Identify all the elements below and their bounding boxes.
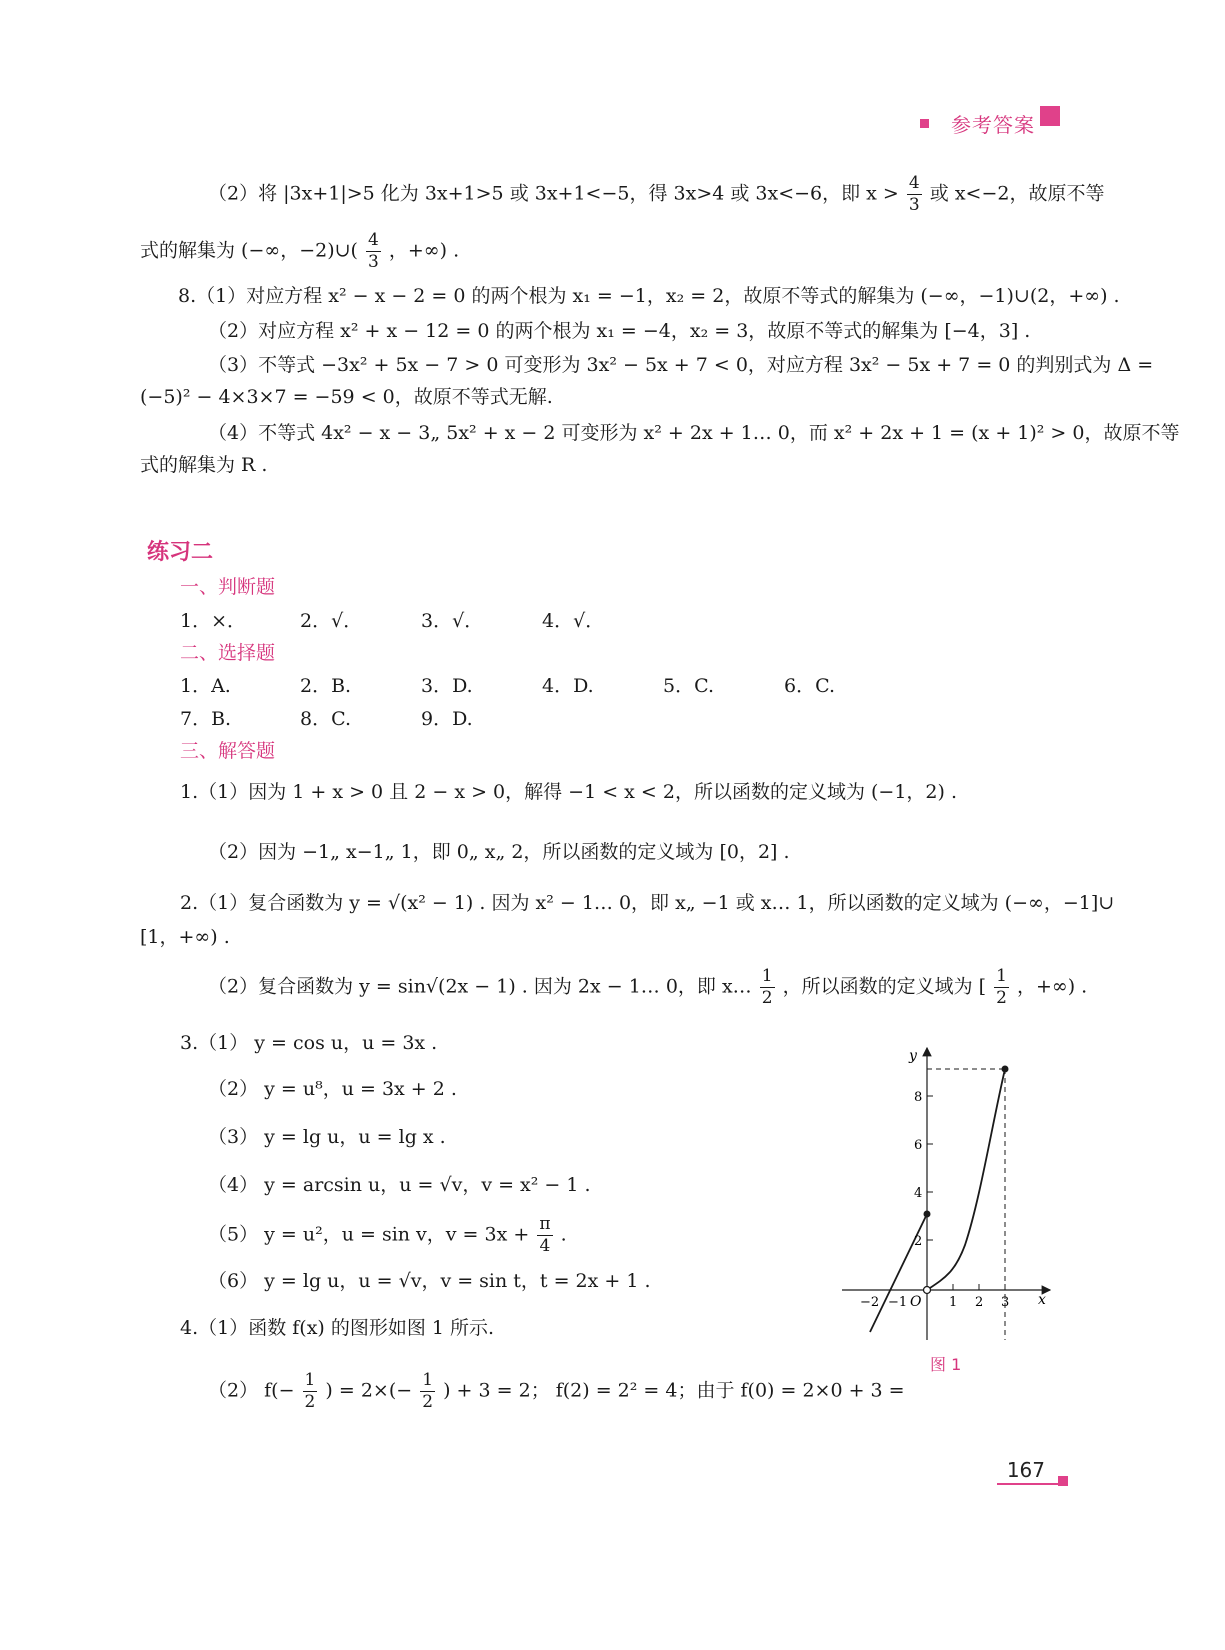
choice-answer: 9．D. — [421, 708, 473, 730]
page-number: 167 — [1006, 1458, 1045, 1482]
choice-answer: 1．A. — [180, 675, 231, 697]
part2-title: 二、选择题 — [180, 642, 276, 664]
tf-answer: 3．√． — [421, 610, 484, 632]
part3-title: 三、解答题 — [180, 740, 276, 762]
page-corner-square — [1058, 1476, 1068, 1486]
figure-caption: 图 1 — [930, 1355, 962, 1374]
fraction: $\frac{1}{2}$ — [304, 1370, 316, 1412]
fraction: $\frac{4}{3}$ — [368, 230, 379, 272]
x-axis-label: x — [1038, 1292, 1046, 1308]
fraction: $\frac{\pi}{4}$ — [539, 1214, 551, 1256]
line-3-2-1b: [1，+∞) . — [140, 926, 230, 948]
y-tick-label: 6 — [914, 1138, 923, 1153]
header-bullet-icon — [920, 119, 929, 128]
y-tick-label: 2 — [914, 1234, 923, 1249]
line-8-3a: （3）不等式 −3x² + 5x − 7 > 0 可变形为 3x² − 5x + 7 < 0，对应方程 3x² − 5x + 7 = 0 的判别式为 Δ = — [208, 354, 1154, 376]
y-axis-label: y — [909, 1048, 917, 1064]
open-point — [924, 1287, 931, 1294]
line-8-2: （2）对应方程 x² + x − 12 = 0 的两个根为 x₁ = −4，x₂ = 3，故原不等式的解集为 [−4，3] . — [208, 320, 1031, 342]
origin-label: O — [910, 1294, 922, 1310]
section-title: 练习二 — [147, 540, 214, 565]
line-3-2-2: （2）复合函数为 y = sin√(2x − 1) . 因为 2x − 1… 0，即 x… $\frac{1}{2}$ ，所以函数的定义域为 [ $\frac{1}{2}$ ，+∞) . — [208, 966, 1088, 1008]
line-8-4a: （4）不等式 4x² − x − 3„ 5x² + x − 2 可变形为 x² + 2x + 1… 0，而 x² + 2x + 1 = (x + 1)² > 0，故原不等 — [208, 422, 1180, 444]
line-3-3-6: （6） y = lg u，u = √v，v = sin t，t = 2x + 1 . — [208, 1270, 651, 1292]
closed-point — [924, 1211, 931, 1218]
page-underline — [997, 1483, 1059, 1485]
x-tick-label: 1 — [949, 1295, 958, 1310]
line-3-3-3: （3） y = lg u，u = lg x . — [208, 1126, 446, 1148]
header-corner-square — [1040, 106, 1060, 126]
line-3-3-5: （5） y = u²，u = sin v，v = 3x + $\frac{\pi}{4}$ . — [208, 1214, 567, 1256]
function-graph — [840, 1040, 1080, 1370]
choice-answer: 3．D. — [421, 675, 473, 697]
fraction: $\frac{1}{2}$ — [761, 966, 773, 1008]
part1-title: 一、判断题 — [180, 576, 276, 598]
choice-answer: 7．B. — [180, 708, 232, 730]
line-3-1-1: 1.（1）因为 1 + x > 0 且 2 − x > 0，解得 −1 < x < 2，所以函数的定义域为 (−1，2) . — [180, 781, 958, 803]
fraction: $\frac{1}{2}$ — [996, 966, 1007, 1008]
line-7-2b: 式的解集为 (−∞，−2)∪( $\frac{4}{3}$ ，+∞) . — [140, 230, 460, 272]
line-8-1: 8.（1）对应方程 x² − x − 2 = 0 的两个根为 x₁ = −1，x₂ = 2，故原不等式的解集为 (−∞，−1)∪(2，+∞) . — [178, 285, 1120, 307]
choice-answer: 6．C. — [784, 675, 835, 697]
graph-line-left — [870, 1214, 927, 1332]
graph-curve-right — [927, 1069, 1005, 1290]
line-3-2-1a: 2.（1）复合函数为 y = √(x² − 1) . 因为 x² − 1… 0，即 x„ −1 或 x… 1，所以函数的定义域为 (−∞，−1]∪ — [180, 892, 1115, 914]
tf-answer: 1．×． — [180, 610, 247, 632]
header-title: 参考答案 — [951, 112, 1035, 137]
x-tick-label: −2 — [860, 1295, 880, 1310]
line-8-4b: 式的解集为 R . — [140, 454, 268, 476]
line-3-3-2: （2） y = u⁸，u = 3x + 2 . — [208, 1078, 457, 1100]
x-tick-label: −1 — [888, 1295, 908, 1310]
line-8-3b: (−5)² − 4×3×7 = −59 < 0，故原不等式无解. — [140, 386, 553, 408]
line-3-3-4: （4） y = arcsin u，u = √v，v = x² − 1 . — [208, 1174, 591, 1196]
line-3-4-2: （2） f(− $\frac{1}{2}$ ) = 2×(− $\frac{1}{2}$ ) + 3 = 2； f(2) = 2² = 4；由于 f(0) = 2×0 + 3 = — [208, 1370, 905, 1412]
fraction: $\frac{4}{3}$ — [908, 173, 920, 215]
y-tick-label: 4 — [914, 1186, 923, 1201]
choice-answer: 5．C. — [663, 675, 714, 697]
line-3-4-1: 4.（1）函数 f(x) 的图形如图 1 所示. — [180, 1317, 495, 1339]
x-tick-label: 2 — [975, 1295, 984, 1310]
x-tick-label: 3 — [1001, 1295, 1010, 1310]
choice-answer: 2．B. — [300, 675, 352, 697]
end-point — [1002, 1066, 1009, 1073]
y-tick-label: 8 — [914, 1090, 923, 1105]
choice-answer: 8．C. — [300, 708, 351, 730]
choice-answer: 4．D. — [542, 675, 594, 697]
tf-answer: 2．√． — [300, 610, 363, 632]
tf-answer: 4．√． — [542, 610, 605, 632]
line-7-2a: （2）将 |3x+1|>5 化为 3x+1>5 或 3x+1<−5，得 3x>4 或 3x<−6，即 x > $\frac{4}{3}$ 或 x<−2，故原不等 — [208, 173, 1105, 215]
line-3-3-1: 3.（1） y = cos u，u = 3x . — [180, 1032, 438, 1054]
line-3-1-2: （2）因为 −1„ x−1„ 1，即 0„ x„ 2，所以函数的定义域为 [0，2] . — [208, 841, 790, 863]
running-header — [920, 110, 1035, 136]
fraction: $\frac{1}{2}$ — [422, 1370, 434, 1412]
